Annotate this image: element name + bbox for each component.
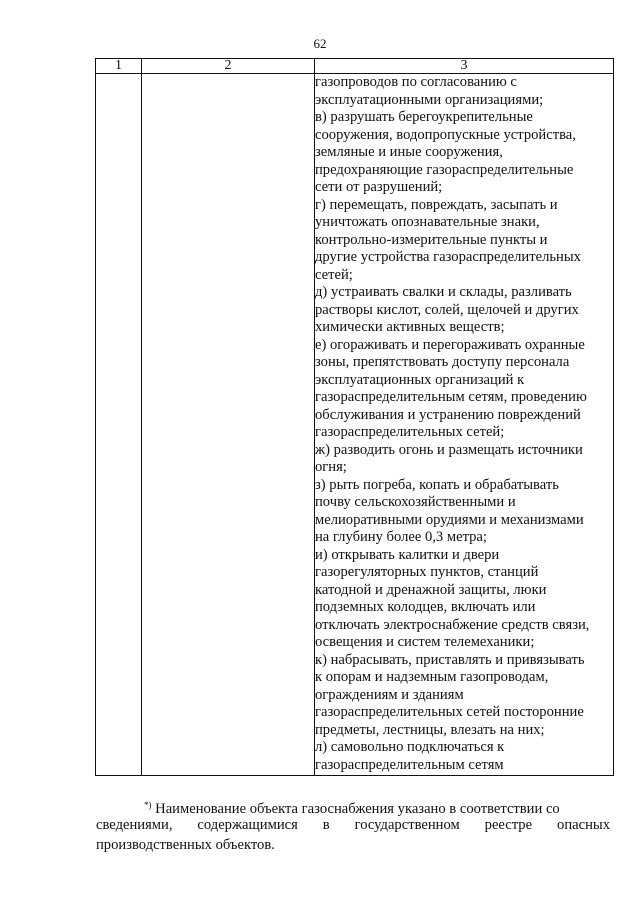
table-header-cell: 3 bbox=[315, 59, 614, 74]
text-line: другие устройства газораспределительных bbox=[315, 249, 581, 265]
text-line: химически активных веществ; bbox=[315, 319, 505, 335]
text-line: ограждениям и зданиям bbox=[315, 686, 464, 703]
text-line: предметы, лестницы, влезать на них; bbox=[315, 721, 545, 738]
footnote-word: государственном bbox=[354, 817, 460, 833]
text-line: к опорам и надземным газопроводам, bbox=[315, 669, 549, 685]
text-line: д) устраивать свалки и склады, разливать bbox=[315, 284, 572, 300]
text-line: л) самовольно подключаться к bbox=[315, 739, 505, 755]
table-row bbox=[96, 74, 614, 776]
text-line: зоны, препятствовать доступу персонала bbox=[315, 354, 570, 370]
footnote-line: производственных объектов. bbox=[96, 837, 275, 853]
footnote-marker: *) bbox=[144, 800, 152, 810]
table-cell-col1 bbox=[96, 74, 142, 776]
text-line: г) перемещать, повреждать, засыпать и bbox=[315, 196, 558, 213]
text-line: освещения и систем телемеханики; bbox=[315, 634, 535, 650]
text-line: мелиоративными орудиями и механизмами bbox=[315, 511, 584, 528]
text-line: растворы кислот, солей, щелочей и других bbox=[315, 301, 579, 318]
text-line: уничтожать опознавательные знаки, bbox=[315, 214, 540, 230]
text-line: к) набрасывать, приставлять и привязывать bbox=[315, 651, 585, 668]
text-line: сооружения, водопропускные устройства, bbox=[315, 126, 576, 143]
text-line: з) рыть погреба, копать и обрабатывать bbox=[315, 476, 559, 493]
text-line: подземных колодцев, включать или bbox=[315, 599, 536, 615]
page-number: 62 bbox=[313, 36, 327, 51]
text-line: газораспределительных сетей посторонние bbox=[315, 704, 584, 720]
text-line: газопроводов по согласованию с bbox=[315, 74, 517, 90]
text-line: на глубину более 0,3 метра; bbox=[315, 529, 487, 545]
text-line: катодной и дренажной защиты, люки bbox=[315, 581, 547, 598]
footnote-line bbox=[96, 815, 610, 835]
document-table bbox=[95, 58, 614, 776]
restrictions-text bbox=[315, 74, 613, 774]
footnote-word: опасных bbox=[557, 817, 610, 833]
table-header-cell: 2 bbox=[142, 59, 315, 74]
footnote-text: Наименование объекта газоснабжения указано в соответствии со bbox=[155, 801, 560, 817]
text-line: отключать электроснабжение средств связи, bbox=[315, 616, 590, 633]
text-line: обслуживания и устранению повреждений bbox=[315, 406, 581, 423]
table-header-row bbox=[96, 59, 614, 74]
footnote-word: сведениями, bbox=[96, 817, 173, 833]
text-line: газораспределительным сетям bbox=[315, 756, 504, 773]
text-line: и) открывать калитки и двери bbox=[315, 546, 500, 563]
text-line: сетей; bbox=[315, 266, 353, 283]
text-line: газорегуляторных пунктов, станций bbox=[315, 564, 539, 580]
text-line: сети от разрушений; bbox=[315, 179, 443, 195]
text-line: эксплуатационными организациями; bbox=[315, 91, 544, 108]
text-line: ж) разводить огонь и размещать источники bbox=[315, 441, 583, 458]
text-line: газораспределительных сетей; bbox=[315, 424, 505, 440]
text-line: земляные и иные сооружения, bbox=[315, 144, 503, 160]
text-line: контрольно-измерительные пункты и bbox=[315, 231, 548, 248]
text-line: предохраняющие газораспределительные bbox=[315, 161, 574, 178]
table-header-cell: 1 bbox=[96, 59, 142, 74]
footnote-line bbox=[96, 795, 610, 815]
footnote bbox=[96, 795, 610, 855]
footnote-word: реестре bbox=[484, 817, 533, 833]
footnote-word: содержащимися bbox=[197, 817, 298, 833]
text-line: эксплуатационных организаций к bbox=[315, 371, 525, 388]
footnote-word: в bbox=[322, 817, 330, 833]
text-line: в) разрушать берегоукрепительные bbox=[315, 109, 533, 125]
text-line: газораспределительным сетям, проведению bbox=[315, 389, 587, 405]
text-line: е) огораживать и перегораживать охранные bbox=[315, 336, 585, 353]
table-cell-col2 bbox=[142, 74, 315, 776]
text-line: почву сельскохозяйственными и bbox=[315, 494, 516, 510]
table-cell-col3 bbox=[315, 74, 614, 776]
text-line: огня; bbox=[315, 459, 347, 475]
